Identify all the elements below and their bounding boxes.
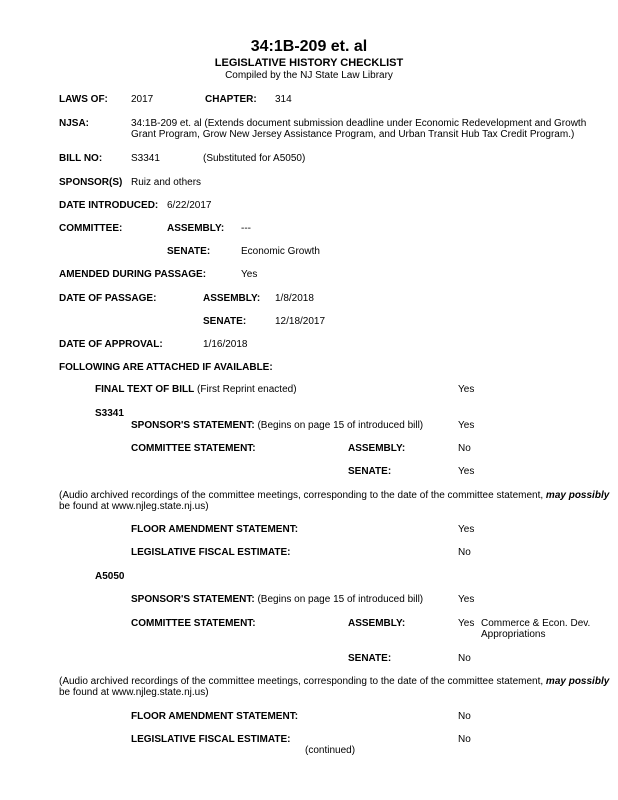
a5050-floor-label: FLOOR AMENDMENT STATEMENT: xyxy=(131,711,299,722)
s3341-senate-label: SENATE: xyxy=(348,466,392,477)
passage-assembly-label: ASSEMBLY: xyxy=(203,293,261,304)
a5050-floor-value: No xyxy=(458,711,471,722)
date-of-approval-value: 1/16/2018 xyxy=(203,339,248,350)
s3341-fiscal-label: LEGISLATIVE FISCAL ESTIMATE: xyxy=(131,547,291,558)
s3341-committee-label: COMMITTEE STATEMENT: xyxy=(131,443,256,454)
bill-no-label: BILL NO: xyxy=(59,153,103,164)
s3341-sponsor-row xyxy=(131,420,423,432)
final-text-note: (First Reprint enacted) xyxy=(197,384,297,395)
a5050-heading: A5050 xyxy=(95,571,125,582)
s3341-floor-label: FLOOR AMENDMENT STATEMENT: xyxy=(131,524,299,535)
s3341-sponsor-label: SPONSOR'S STATEMENT: xyxy=(131,420,255,431)
a5050-audio-emphasis: may possibly xyxy=(545,676,610,687)
s3341-assembly-label: ASSEMBLY: xyxy=(348,443,406,454)
s3341-sponsor-note: (Begins on page 15 of introduced bill) xyxy=(257,420,424,431)
a5050-sponsor-label: SPONSOR'S STATEMENT: xyxy=(131,594,255,605)
s3341-assembly-value: No xyxy=(458,443,471,454)
final-text-row xyxy=(95,384,297,396)
a5050-sponsor-row xyxy=(131,594,423,606)
sponsors-value: Ruiz and others xyxy=(131,177,202,188)
passage-senate-label: SENATE: xyxy=(203,316,247,327)
date-of-approval-label: DATE OF APPROVAL: xyxy=(59,339,163,350)
a5050-assembly-committee-1: Commerce & Econ. Dev. xyxy=(481,618,591,629)
laws-of-label: LAWS OF: xyxy=(59,94,108,105)
a5050-fiscal-value: No xyxy=(458,734,471,745)
s3341-heading: S3341 xyxy=(95,408,124,419)
final-text-label: FINAL TEXT OF BILL xyxy=(95,384,195,395)
committee-assembly-label: ASSEMBLY: xyxy=(167,223,225,234)
laws-of-value: 2017 xyxy=(131,94,154,105)
a5050-senate-label: SENATE: xyxy=(348,653,392,664)
a5050-committee-label: COMMITTEE STATEMENT: xyxy=(131,618,256,629)
a5050-audio-line-2: be found at www.njleg.state.nj.us) xyxy=(59,687,209,698)
s3341-floor-value: Yes xyxy=(458,524,475,535)
date-introduced-label: DATE INTRODUCED: xyxy=(59,200,159,211)
committee-senate-label: SENATE: xyxy=(167,246,211,257)
amended-label: AMENDED DURING PASSAGE: xyxy=(59,269,207,280)
s3341-audio-emphasis: may possibly xyxy=(545,490,610,501)
document-title: 34:1B-209 et. al xyxy=(250,38,368,55)
njsa-line-2: Grant Program, Grow New Jersey Assistance Program, and Urban Transit Hub Tax Credit Program.) xyxy=(131,129,575,140)
a5050-sponsor-value: Yes xyxy=(458,594,475,605)
date-of-passage-label: DATE OF PASSAGE: xyxy=(59,293,157,304)
s3341-fiscal-value: No xyxy=(458,547,471,558)
substituted-note: (Substituted for A5050) xyxy=(203,153,306,164)
a5050-assembly-value: Yes xyxy=(458,618,475,629)
s3341-audio-line-2: be found at www.njleg.state.nj.us) xyxy=(59,501,209,512)
checklist-subtitle: LEGISLATIVE HISTORY CHECKLIST xyxy=(214,57,404,69)
final-text-value: Yes xyxy=(458,384,475,395)
a5050-audio-text: (Audio archived recordings of the committee meetings, corresponding to the date of the committee statement, xyxy=(59,676,546,687)
a5050-assembly-committee-2: Appropriations xyxy=(481,629,546,640)
committee-senate-value: Economic Growth xyxy=(241,246,320,257)
s3341-sponsor-value: Yes xyxy=(458,420,475,431)
njsa-label: NJSA: xyxy=(59,118,90,129)
a5050-assembly-label: ASSEMBLY: xyxy=(348,618,406,629)
a5050-fiscal-label: LEGISLATIVE FISCAL ESTIMATE: xyxy=(131,734,291,745)
a5050-senate-value: No xyxy=(458,653,471,664)
amended-value: Yes xyxy=(241,269,258,280)
njsa-line-1: 34:1B-209 et. al (Extends document submission deadline under Economic Redevelopment and Growth xyxy=(131,118,587,129)
chapter-value: 314 xyxy=(275,94,292,105)
committee-assembly-value: --- xyxy=(241,223,251,234)
a5050-sponsor-note: (Begins on page 15 of introduced bill) xyxy=(257,594,424,605)
sponsors-label: SPONSOR(S) xyxy=(59,177,123,188)
bill-no-value: S3341 xyxy=(131,153,160,164)
date-introduced-value: 6/22/2017 xyxy=(167,200,212,211)
compiled-by: Compiled by the NJ State Law Library xyxy=(225,70,393,81)
s3341-senate-value: Yes xyxy=(458,466,475,477)
chapter-label: CHAPTER: xyxy=(205,94,257,105)
attachments-heading: FOLLOWING ARE ATTACHED IF AVAILABLE: xyxy=(59,362,273,373)
s3341-audio-text: (Audio archived recordings of the committee meetings, corresponding to the date of the committee statement, xyxy=(59,490,546,501)
committee-label: COMMITTEE: xyxy=(59,223,123,234)
passage-assembly-value: 1/8/2018 xyxy=(275,293,314,304)
passage-senate-value: 12/18/2017 xyxy=(275,316,326,327)
continued-note: (continued) xyxy=(305,745,356,756)
